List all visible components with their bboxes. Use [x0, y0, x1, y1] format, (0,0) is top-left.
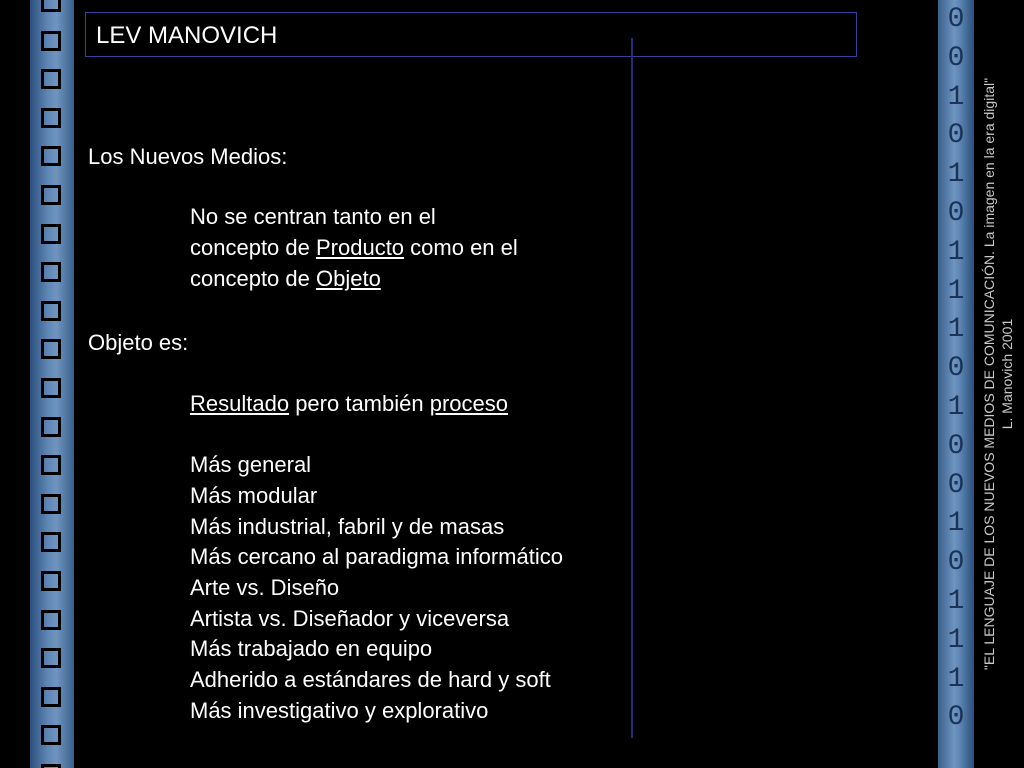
binary-digit: 0 — [947, 702, 965, 734]
filmstrip-decoration — [30, 0, 74, 768]
heading-nuevos-medios: Los Nuevos Medios: — [88, 144, 288, 169]
film-hole-icon — [41, 224, 61, 244]
resultado-line — [190, 391, 508, 417]
title-box — [85, 12, 857, 57]
term-producto: Producto — [315, 235, 405, 260]
binary-strip-decoration — [938, 0, 974, 768]
film-hole-icon — [41, 648, 61, 668]
caption-line-1: "EL LENGUAJE DE LOS NUEVOS MEDIOS DE COMUNICACIÓN. La imagen en la era digital" — [981, 77, 997, 671]
binary-digit: 0 — [947, 547, 965, 579]
film-hole-icon — [41, 108, 61, 128]
list-item: Más trabajado en equipo — [190, 636, 433, 661]
list-item: Adherido a estándares de hard y soft — [190, 667, 551, 692]
film-hole-icon — [41, 301, 61, 321]
slide-title: LEV MANOVICH — [96, 22, 278, 49]
film-hole-icon — [41, 610, 61, 630]
binary-digit: 1 — [947, 275, 965, 307]
film-hole-icon — [41, 725, 61, 745]
binary-digit: 0 — [947, 4, 965, 35]
para-line-3 — [190, 266, 381, 292]
caption-line-2: L. Manovich 2001 — [999, 318, 1015, 430]
film-hole-icon — [41, 571, 61, 591]
film-hole-icon — [41, 262, 61, 282]
film-hole-icon — [41, 146, 61, 166]
list-item: Más modular — [190, 483, 318, 508]
film-hole-icon — [41, 687, 61, 707]
binary-digit: 1 — [947, 81, 965, 113]
binary-digit: 0 — [947, 430, 965, 462]
binary-digit: 1 — [947, 508, 965, 540]
binary-digit: 1 — [947, 663, 965, 695]
binary-digit: 0 — [947, 120, 965, 152]
text-como-en-el: como en el — [404, 235, 518, 260]
vertical-divider — [631, 38, 633, 738]
text-concepto: concepto de — [190, 266, 316, 291]
term-proceso: proceso — [429, 391, 508, 416]
film-hole-icon — [41, 69, 61, 89]
binary-digit: 1 — [947, 392, 965, 423]
binary-digit: 0 — [947, 42, 965, 74]
binary-digit: 1 — [947, 314, 965, 346]
film-hole-icon — [41, 494, 61, 514]
list-item: Más industrial, fabril y de masas — [190, 514, 505, 539]
term-resultado: Resultado — [190, 391, 290, 416]
text-pero-tambien: pero también — [289, 391, 430, 416]
text-concepto: concepto de — [190, 235, 316, 260]
film-hole-icon — [41, 417, 61, 437]
list-item: Artista vs. Diseñador y viceversa — [190, 606, 510, 631]
heading-objeto-es: Objeto es: — [88, 330, 189, 355]
para-line-2 — [190, 235, 518, 261]
source-caption — [980, 4, 1024, 744]
binary-digit: 0 — [947, 469, 965, 501]
film-hole-icon — [41, 185, 61, 205]
binary-digit: 0 — [947, 198, 965, 229]
binary-digit: 0 — [947, 353, 965, 385]
film-hole-icon — [41, 764, 61, 768]
film-hole-icon — [41, 0, 61, 12]
film-hole-icon — [41, 339, 61, 359]
binary-digit: 1 — [947, 159, 965, 191]
list-item: Más cercano al paradigma informático — [190, 544, 563, 569]
film-hole-icon — [41, 455, 61, 475]
film-hole-icon — [41, 532, 61, 552]
list-item: Más investigativo y explorativo — [190, 698, 489, 723]
para-line-1: No se centran tanto en el — [190, 204, 436, 229]
binary-digit: 1 — [947, 586, 965, 617]
binary-digit: 1 — [947, 236, 965, 268]
film-hole-icon — [41, 31, 61, 51]
film-hole-icon — [41, 378, 61, 398]
list-item: Arte vs. Diseño — [190, 575, 340, 600]
term-objeto: Objeto — [315, 266, 381, 291]
binary-digit: 1 — [947, 624, 965, 656]
list-item: Más general — [190, 452, 312, 477]
